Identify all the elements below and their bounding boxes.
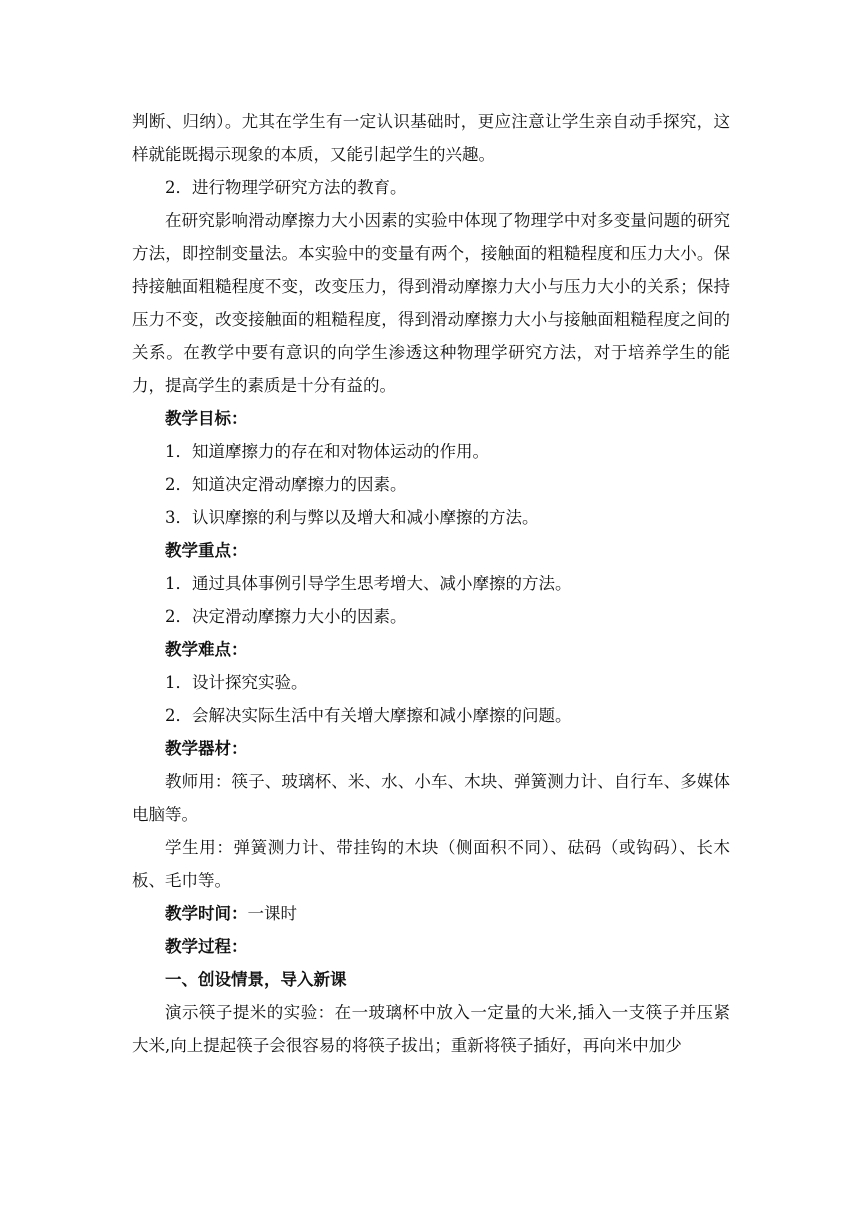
paragraph-control-variable: 在研究影响滑动摩擦力大小因素的实验中体现了物理学中对多变量问题的研究方法，即控制变量法。本实验中的变量有两个，接触面的粗糙程度和压力大小。保持接触面粗糙程度不变，改变压力，得到滑动摩擦力大小与压力大小的关系；保持压力不变，改变接触面的粗糙程度，得到滑动摩擦力大小与接触面粗糙程度之间的关系。在教学中要有意识的向学生渗透这种物理学研究方法，对于培养学生的能力，提高学生的素质是十分有益的。	[132, 211, 730, 395]
heading-teaching-goals: 教学目标：	[165, 409, 248, 428]
difficulty-2: 2．会解决实际生活中有关增大摩擦和减小摩擦的问题。	[165, 706, 572, 725]
key-point-1: 1．通过具体事例引导学生思考增大、减小摩擦的方法。	[165, 574, 572, 593]
equipment-student: 学生用：弹簧测力计、带挂钩的木块（侧面积不同）、砝码（或钩码）、长木板、毛巾等。	[132, 838, 730, 890]
equipment-teacher: 教师用：筷子、玻璃杯、米、水、小车、木块、弹簧测力计、自行车、多媒体电脑等。	[132, 772, 730, 824]
list-item-research-method: 2．进行物理学研究方法的教育。	[165, 178, 407, 197]
heading-equipment: 教学器材：	[165, 739, 248, 758]
heading-key-points: 教学重点：	[165, 541, 248, 560]
key-point-2: 2．决定滑动摩擦力大小的因素。	[165, 607, 407, 626]
paragraph-chopstick-demo: 演示筷子提米的实验：在一玻璃杯中放入一定量的大米,插入一支筷子并压紧大米,向上提起筷子会很容易的将筷子拔出；重新将筷子插好，再向米中加少	[132, 1003, 730, 1055]
paragraph-continuation: 判断、归纳）。尤其在学生有一定认识基础时，更应注意让学生亲自动手探究，这样就能既揭示现象的本质，又能引起学生的兴趣。	[132, 112, 730, 164]
heading-difficulties: 教学难点：	[165, 640, 248, 659]
heading-teaching-process: 教学过程：	[165, 937, 248, 956]
document-body	[132, 105, 730, 1062]
teaching-time-line	[132, 897, 730, 930]
difficulty-1: 1．设计探究实验。	[165, 673, 308, 692]
goal-item-2: 2．知道决定滑动摩擦力的因素。	[165, 475, 407, 494]
heading-section-1: 一、创设情景，导入新课	[165, 970, 347, 989]
teaching-time-value: 一课时	[247, 904, 297, 923]
goal-item-1: 1．知道摩擦力的存在和对物体运动的作用。	[165, 442, 489, 461]
goal-item-3: 3．认识摩擦的利与弊以及增大和减小摩擦的方法。	[165, 508, 539, 527]
heading-teaching-time: 教学时间：	[165, 904, 248, 923]
